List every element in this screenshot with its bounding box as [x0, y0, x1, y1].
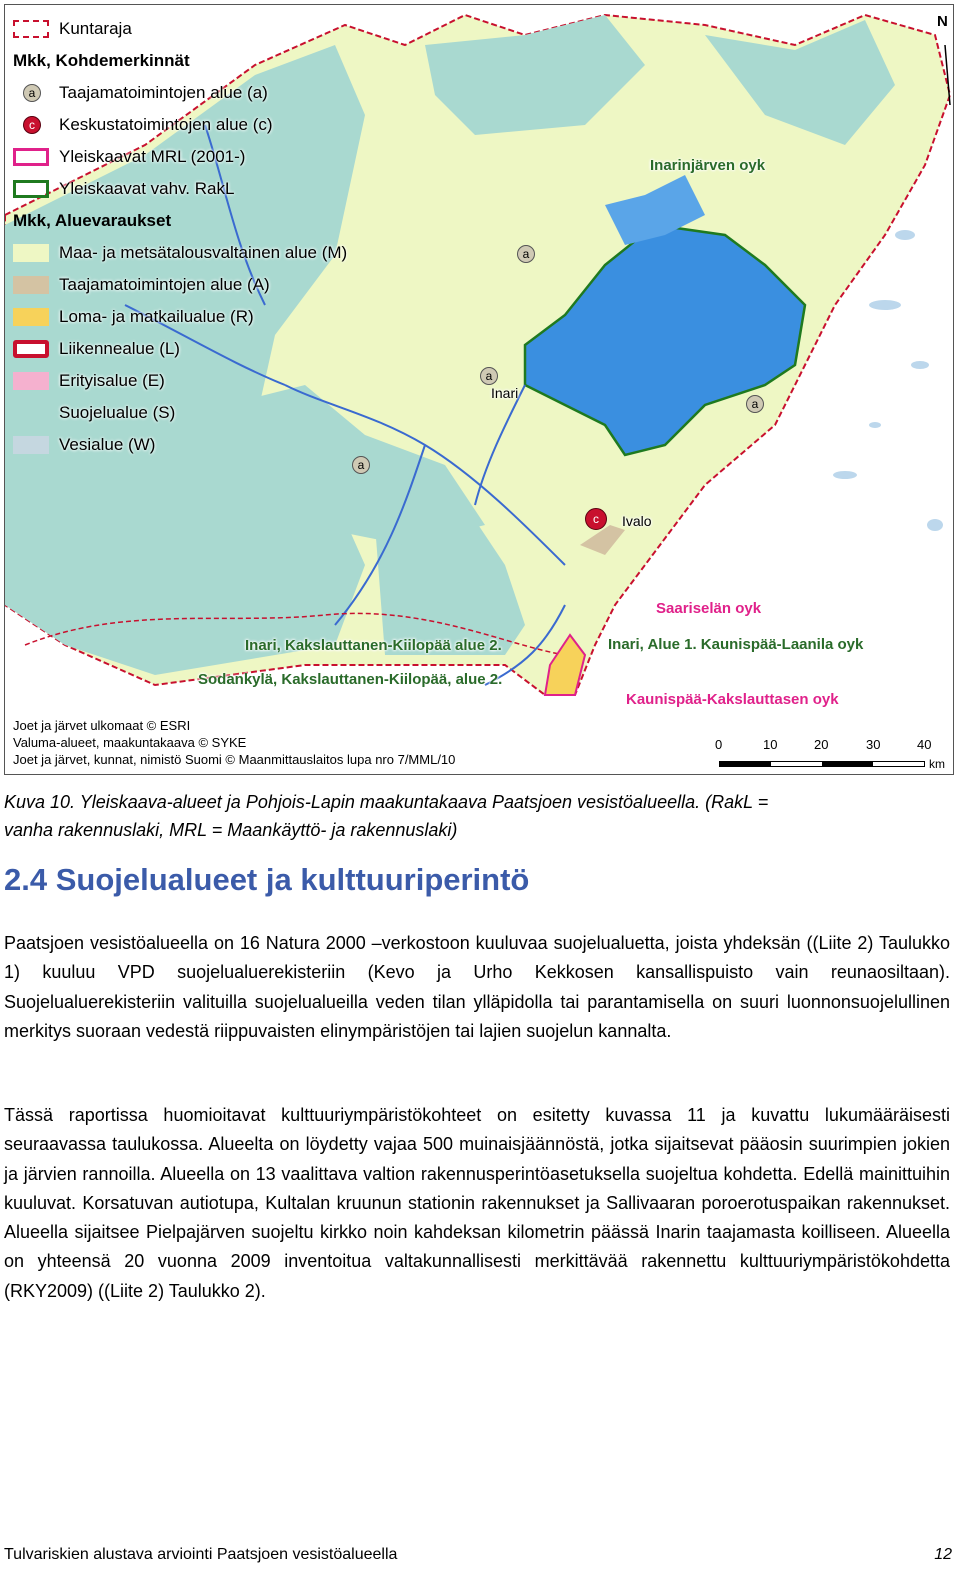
legend-row: [13, 109, 393, 141]
credit-line: Valuma-alueet, maakuntakaava © SYKE: [13, 735, 247, 750]
legend-label: Keskustatoimintojen alue (c): [59, 115, 273, 134]
legend-heading: Mkk, Aluevaraukset: [13, 211, 172, 230]
legend-swatch-border: [13, 20, 49, 38]
legend-label: Kuntaraja: [59, 19, 132, 38]
legend-swatch-r: [13, 308, 49, 326]
scale-bar-graphic: [719, 761, 925, 767]
legend-row: [13, 141, 393, 173]
page-number: 12: [934, 1546, 952, 1563]
legend-row: [13, 333, 393, 365]
legend-label: Erityisalue (E): [59, 371, 165, 390]
legend-swatch-w: [13, 436, 49, 454]
section-heading: 2.4 Suojelualueet ja kulttuuriperintö: [4, 862, 530, 897]
scale-tick: 10: [763, 737, 778, 752]
legend-row: [13, 429, 393, 461]
scale-tick: 0: [715, 737, 723, 752]
map-label-saariselka: Saariselän oyk: [656, 600, 762, 617]
legend-swatch-rakl: [13, 180, 49, 198]
legend-swatch-mrl: [13, 148, 49, 166]
legend-swatch-m: [13, 244, 49, 262]
legend-row: [13, 397, 393, 429]
map-legend: [13, 13, 393, 461]
legend-symbol-c: c: [23, 116, 41, 134]
legend-row: [13, 13, 393, 45]
legend-label: Maa- ja metsätalousvaltainen alue (M): [59, 243, 348, 262]
legend-row: [13, 365, 393, 397]
credit-line: Joet ja järvet ulkomaat © ESRI: [13, 718, 191, 733]
legend-swatch-s: [13, 404, 49, 422]
map-credits: [13, 717, 455, 768]
map-label-inari-kakslauttanen: Inari, Kakslauttanen-Kiilopää alue 2.: [245, 637, 502, 654]
map-label-ivalo: Ivalo: [622, 513, 652, 529]
scale-tick: 40: [917, 737, 932, 752]
caption-line: Kuva 10. Yleiskaava-alueet ja Pohjois-Lapin maakuntakaava Paatsjoen vesistöalueella. (RakL =: [4, 792, 769, 812]
legend-label: Yleiskaavat MRL (2001-): [59, 147, 246, 166]
legend-swatch-a: [13, 276, 49, 294]
map-label-inari: Inari: [491, 385, 519, 401]
north-arrow: N: [937, 13, 948, 30]
map-figure: [4, 4, 954, 775]
map-point-c: c: [585, 508, 607, 530]
caption-line: vanha rakennuslaki, MRL = Maankäyttö- ja rakennuslaki): [4, 820, 458, 840]
legend-row: [13, 237, 393, 269]
map-point-a: a: [352, 456, 370, 474]
legend-row: [13, 301, 393, 333]
legend-label: Taajamatoimintojen alue (a): [59, 83, 268, 102]
legend-symbol-a: a: [23, 84, 41, 102]
figure-caption: [4, 788, 944, 844]
scale-unit: km: [929, 757, 945, 771]
credit-line: Joet ja järvet, kunnat, nimistö Suomi © Maanmittauslaitos lupa nro 7/MML/10: [13, 752, 456, 767]
map-point-a: a: [517, 245, 535, 263]
legend-row: [13, 173, 393, 205]
paragraph-protected-areas: Paatsjoen vesistöalueella on 16 Natura 2000 –verkostoon kuuluvaa suojelualuetta, joista yhdeksän ((Liite 2) Taulukko 1) kuuluu VPD suojelualuerekisteriin (Kevo ja Urho Kekkosen kansallispuisto vain reunaosiltaan). Suojelualuerekisteriin valituilla suojelualueilla veden tilan ylläpidolla tai parantamisella on suuri luonnonsuojelullinen merkitys suoraan vedestä riippuvaisten elinympäristöjen tai lajien suojelun kannalta.: [4, 933, 950, 1041]
footer-title: Tulvariskien alustava arviointi Paatsjoen vesistöalueella: [4, 1546, 398, 1563]
legend-label: Taajamatoimintojen alue (A): [59, 275, 270, 294]
legend-heading: Mkk, Kohdemerkinnät: [13, 51, 190, 70]
map-label-inarijarvi: Inarinjärven oyk: [650, 157, 766, 174]
legend-swatch-l: [13, 340, 49, 358]
legend-row: [13, 269, 393, 301]
page-footer: [4, 1546, 952, 1564]
map-label-kaunispaa-laanila: Inari, Alue 1. Kaunispää-Laanila oyk: [608, 636, 864, 653]
map-label-sodankyla: Sodankylä, Kakslauttanen-Kiilopää, alue 2.: [198, 671, 503, 688]
legend-swatch-e: [13, 372, 49, 390]
paragraph-cultural-heritage: Tässä raportissa huomioitavat kulttuuriympäristökohteet on esitetty kuvassa 11 ja kuvattu lukumääräisesti seuraavassa taulukossa. Alueelta on löydetty vajaa 500 muinaisjäännöstä, jotka sijaitsevat pääosin suurimpien jokien ja järvien rannoilla. Alueella on 13 vaalittava valtion rakennusperintöasetuksella suojeltua kohdetta. Edellä mainittuihin kuuluvat. Korsatuvan autiotupa, Kultalan kruunun stationin rakennukset ja Sallivaaran poroerotuspaikan rakennukset. Alueella sijaitsee Pielpajärven suojeltu kirkko noin kahdeksan kilometrin päässä Inarin taajamasta koilliseen. Alueella on yhteensä 20 vuonna 2009 inventoitua valtakunnallisesti merkittävää rakennettu kulttuuriympäristökohdetta (RKY2009) ((Liite 2) Taulukko 2).: [4, 1105, 950, 1301]
map-label-kaunispaa-kakslauttanen: Kaunispää-Kakslauttasen oyk: [626, 691, 839, 708]
scale-tick: 30: [866, 737, 881, 752]
legend-row: [13, 77, 393, 109]
map-point-a: a: [746, 395, 764, 413]
legend-label: Vesialue (W): [59, 435, 156, 454]
legend-label: Liikennealue (L): [59, 339, 180, 358]
scale-tick: 20: [814, 737, 829, 752]
legend-label: Loma- ja matkailualue (R): [59, 307, 254, 326]
map-point-a: a: [480, 367, 498, 385]
legend-label: Suojelualue (S): [59, 403, 176, 422]
legend-label: Yleiskaavat vahv. RakL: [59, 179, 235, 198]
scale-bar: [711, 737, 951, 773]
